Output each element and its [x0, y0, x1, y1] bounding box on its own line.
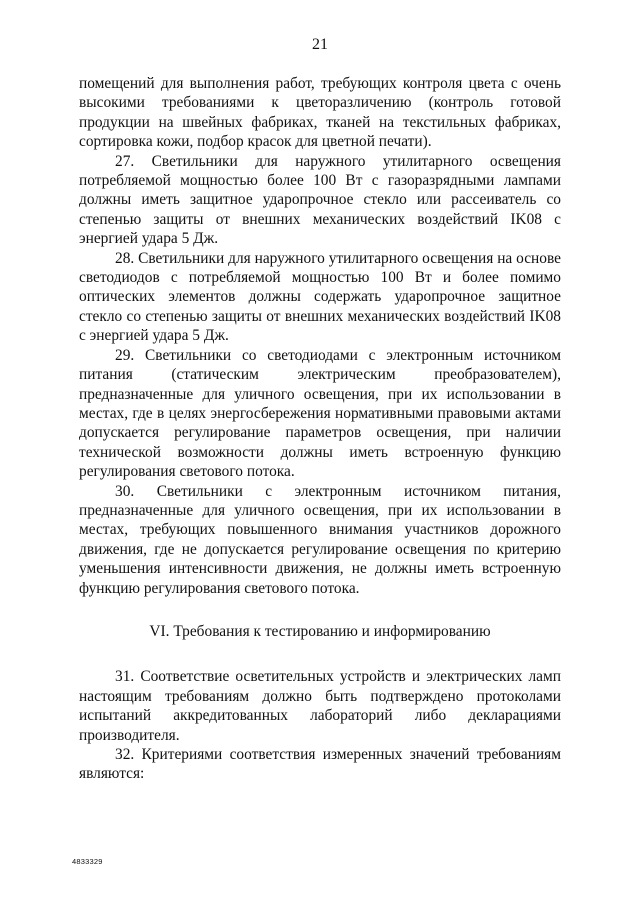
paragraph-28: 28. Светильники для наружного утилитарного освещения на основе светодиодов с потребляемой мощностью 100 Вт и более помимо оптических элементов должны содержать ударопрочное защитное стекло со степенью защиты от внешних механических воздействий IK08 с энергией удара 5 Дж. — [79, 249, 561, 345]
document-body — [79, 74, 561, 784]
paragraph-31: 31. Соответствие осветительных устройств и электрических ламп настоящим требованиям должно быть подтверждено протоколами испытаний аккредитованных лабораторий либо декларациями производителя. — [79, 668, 561, 744]
paragraph-continuation: помещений для выполнения работ, требующих контроля цвета с очень высокими требованиями к цветоразличению (контроль готовой продукции на швейных фабриках, тканей на текстильных фабриках, сортировка кожи, подбор красок для цветной печати). — [79, 75, 561, 151]
paragraph-27: 27. Светильники для наружного утилитарного освещения потребляемой мощностью более 100 Вт с газоразрядными лампами должны иметь защитное ударопрочное стекло или рассеиватель со степенью защиты от внешних механических воздействий IK08 с энергией удара 5 Дж. — [79, 152, 561, 248]
section-heading: VI. Требования к тестированию и информированию — [149, 622, 491, 640]
page-number: 21 — [312, 36, 328, 53]
paragraph-32: 32. Критериями соответствия измеренных значений требованиям являются: — [79, 746, 561, 783]
document-code: 4833329 — [72, 857, 103, 866]
paragraph-30: 30. Светильники с электронным источником питания, предназначенные для уличного освещения, при их использовании в местах, требующих повышенного внимания участников дорожного движения, где не допускается регулирование освещения по критерию уменьшения интенсивности движения, не должны иметь встроенную функцию регулирования светового потока. — [79, 482, 561, 597]
paragraph-29: 29. Светильники со светодиодами с электронным источником питания (статическим электрическим преобразователем), предназначенные для уличного освещения, при их использовании в местах, где в целях энергосбережения нормативными правовыми актами допускается регулирование параметров освещения, при наличии технической возможности должны иметь встроенную функцию регулирования светового потока. — [79, 346, 561, 481]
